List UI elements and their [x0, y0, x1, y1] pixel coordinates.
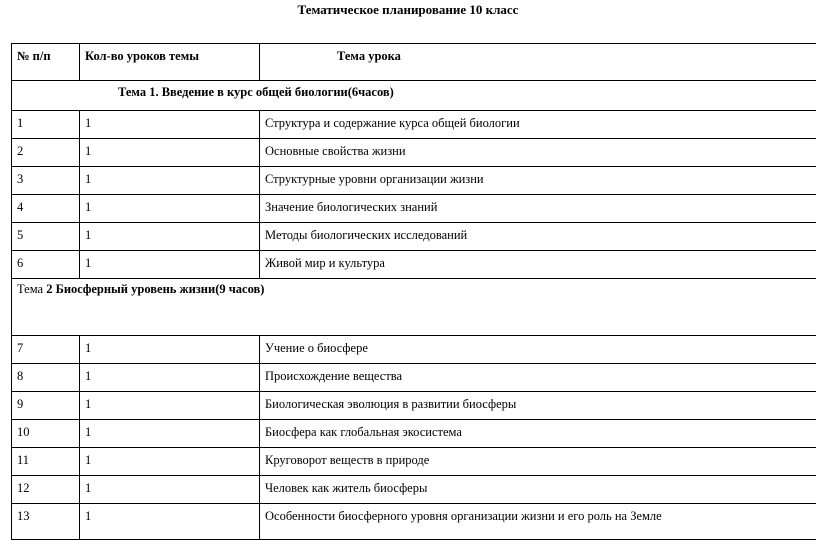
topic-2-prefix: Тема [17, 282, 47, 296]
table-row [12, 251, 816, 279]
row-count: 1 [80, 167, 260, 195]
row-lesson: Учение о биосфере [260, 336, 816, 364]
topic-2-title [12, 279, 816, 336]
row-number: 8 [12, 364, 80, 392]
row-lesson: Значение биологических знаний [260, 195, 816, 223]
row-number: 12 [12, 476, 80, 504]
row-number: 11 [12, 448, 80, 476]
row-number: 6 [12, 251, 80, 279]
table-row [12, 336, 816, 364]
table-row [12, 111, 816, 139]
table-row [12, 223, 816, 251]
table-row [12, 167, 816, 195]
table-row [12, 392, 816, 420]
row-count: 1 [80, 420, 260, 448]
table-row [12, 195, 816, 223]
topic-1-title: Тема 1. Введение в курс общей биологии(6часов) [12, 81, 816, 111]
row-lesson: Структура и содержание курса общей биологии [260, 111, 816, 139]
row-count: 1 [80, 223, 260, 251]
table-row [12, 420, 816, 448]
row-count: 1 [80, 111, 260, 139]
row-lesson: Структурные уровни организации жизни [260, 167, 816, 195]
lesson-plan-table [11, 43, 816, 540]
row-count: 1 [80, 476, 260, 504]
row-lesson: Основные свойства жизни [260, 139, 816, 167]
table-header-row [12, 44, 816, 81]
topic-row [12, 81, 816, 111]
header-lesson-count: Кол-во уроков темы [80, 44, 260, 81]
row-lesson: Живой мир и культура [260, 251, 816, 279]
row-lesson: Методы биологических исследований [260, 223, 816, 251]
row-count: 1 [80, 139, 260, 167]
row-number: 9 [12, 392, 80, 420]
page-title: Тематическое планирование 10 класс [297, 2, 519, 17]
row-number: 4 [12, 195, 80, 223]
row-number: 1 [12, 111, 80, 139]
table-row [12, 139, 816, 167]
topic-row [12, 279, 816, 336]
row-count: 1 [80, 251, 260, 279]
row-number: 13 [12, 504, 80, 540]
row-lesson: Человек как житель биосферы [260, 476, 816, 504]
table-row [12, 448, 816, 476]
row-lesson: Особенности биосферного уровня организации жизни и его роль на Земле [260, 504, 816, 540]
row-count: 1 [80, 336, 260, 364]
row-count: 1 [80, 448, 260, 476]
row-count: 1 [80, 364, 260, 392]
row-count: 1 [80, 195, 260, 223]
row-lesson: Происхождение вещества [260, 364, 816, 392]
header-number: № п/п [12, 44, 80, 81]
row-number: 5 [12, 223, 80, 251]
row-number: 3 [12, 167, 80, 195]
row-count: 1 [80, 504, 260, 540]
row-number: 7 [12, 336, 80, 364]
table-row [12, 476, 816, 504]
topic-2-name: 2 Биосферный уровень жизни(9 часов) [46, 282, 265, 296]
row-count: 1 [80, 392, 260, 420]
row-lesson: Биологическая эволюция в развитии биосферы [260, 392, 816, 420]
row-lesson: Биосфера как глобальная экосистема [260, 420, 816, 448]
table-row [12, 364, 816, 392]
table-row [12, 504, 816, 540]
header-lesson-topic: Тема урока [260, 44, 816, 81]
row-lesson: Круговорот веществ в природе [260, 448, 816, 476]
row-number: 10 [12, 420, 80, 448]
row-number: 2 [12, 139, 80, 167]
